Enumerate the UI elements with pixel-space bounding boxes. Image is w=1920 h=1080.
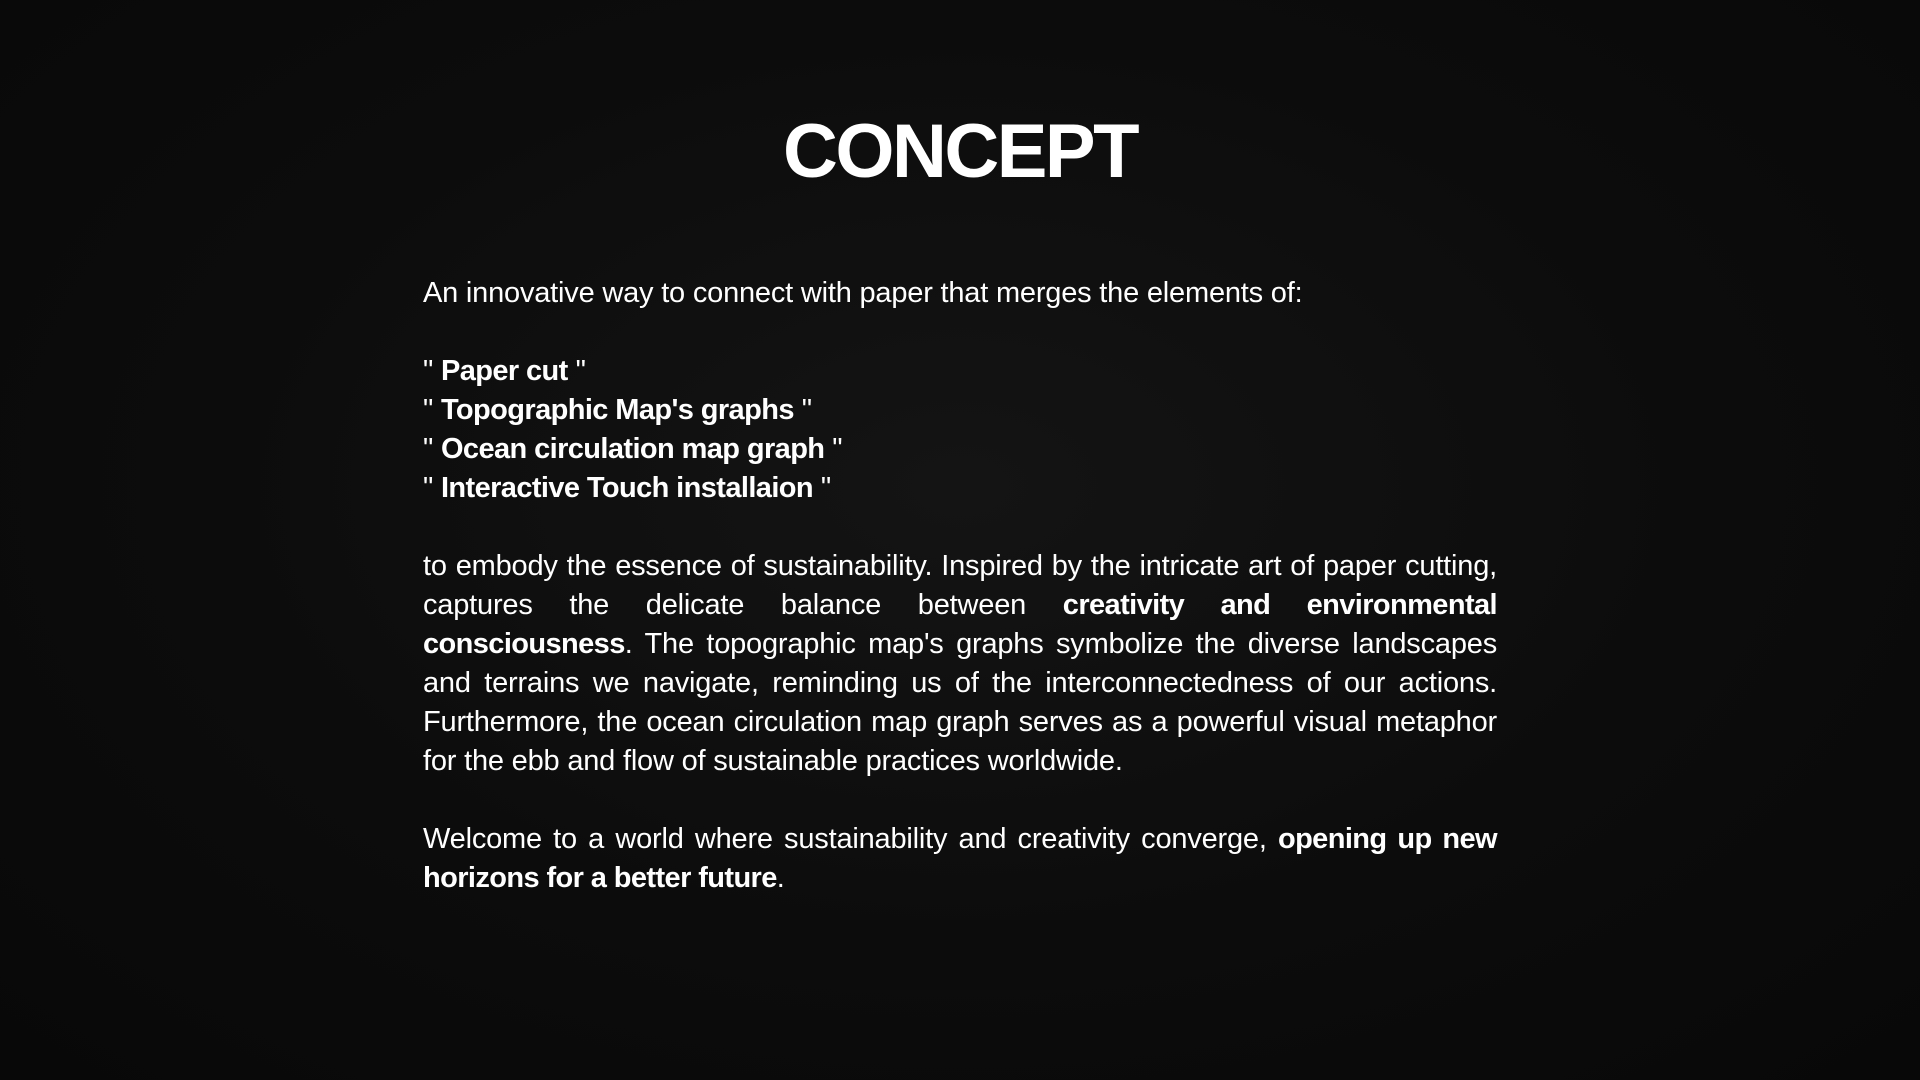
intro-text: An innovative way to connect with paper that merges the elements of: (423, 277, 1303, 309)
spacer (423, 313, 1497, 352)
element-item-interactive: " Interactive Touch installaion " (423, 472, 831, 504)
element-item-paper-cut: " Paper cut " (423, 355, 586, 387)
slide-content (423, 274, 1497, 898)
closing-paragraph: Welcome to a world where sustainability and creativity converge, opening up new horizons for a better future. (423, 823, 1497, 894)
page-title: CONCEPT (782, 109, 1138, 194)
spacer (423, 508, 1497, 547)
element-item-topographic: " Topographic Map's graphs " (423, 394, 812, 426)
body-paragraph: to embody the essence of sustainability. Inspired by the intricate art of paper cutting, captures the delicate balance between creativity and environmental consciousness. The topographic map's graphs symbolize the diverse landscapes and terrains we navigate, reminding us of the interconnectedness of our actions. Furthermore, the ocean circulation map graph serves as a powerful visual metaphor for the ebb and flow of sustainable practices worldwide. (423, 550, 1497, 777)
element-item-ocean: " Ocean circulation map graph " (423, 433, 843, 465)
spacer (423, 781, 1497, 820)
